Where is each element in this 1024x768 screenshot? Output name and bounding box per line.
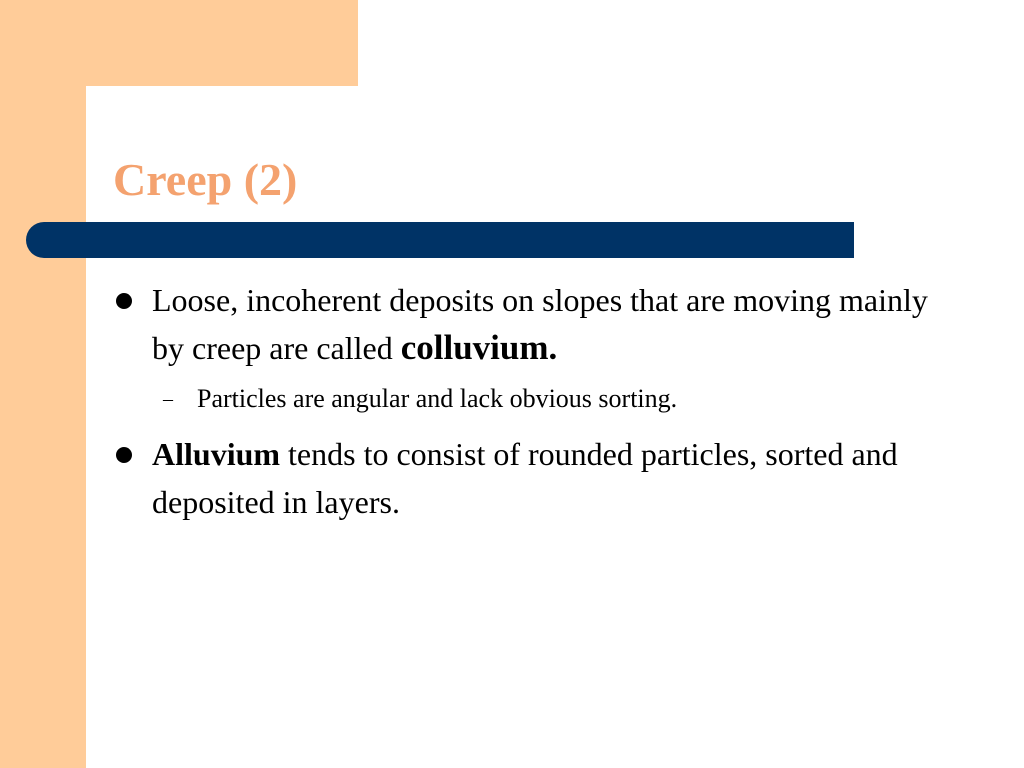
bullet-text: Loose, incoherent deposits on slopes that are moving mainly by creep are called: [152, 282, 928, 366]
title-divider-bar: [26, 222, 854, 258]
bullet-list: [113, 276, 953, 526]
dash-icon: –: [163, 388, 173, 410]
sub-bullet-text: Particles are angular and lack obvious sorting.: [197, 384, 678, 413]
bullet-text: tends to consist of rounded particles, sorted and deposited in layers.: [152, 436, 898, 520]
slide-title: Creep (2): [113, 154, 298, 205]
bullet-dot-icon: [116, 447, 132, 463]
sub-bullet-item: [113, 380, 953, 418]
bullet-item-colluvium: [113, 276, 953, 372]
bullet-item-alluvium: [113, 430, 953, 526]
term-alluvium: Alluvium: [152, 436, 281, 472]
term-colluvium: colluvium.: [400, 328, 558, 367]
background-accent-left: [0, 0, 86, 768]
bullet-dot-icon: [116, 293, 132, 309]
